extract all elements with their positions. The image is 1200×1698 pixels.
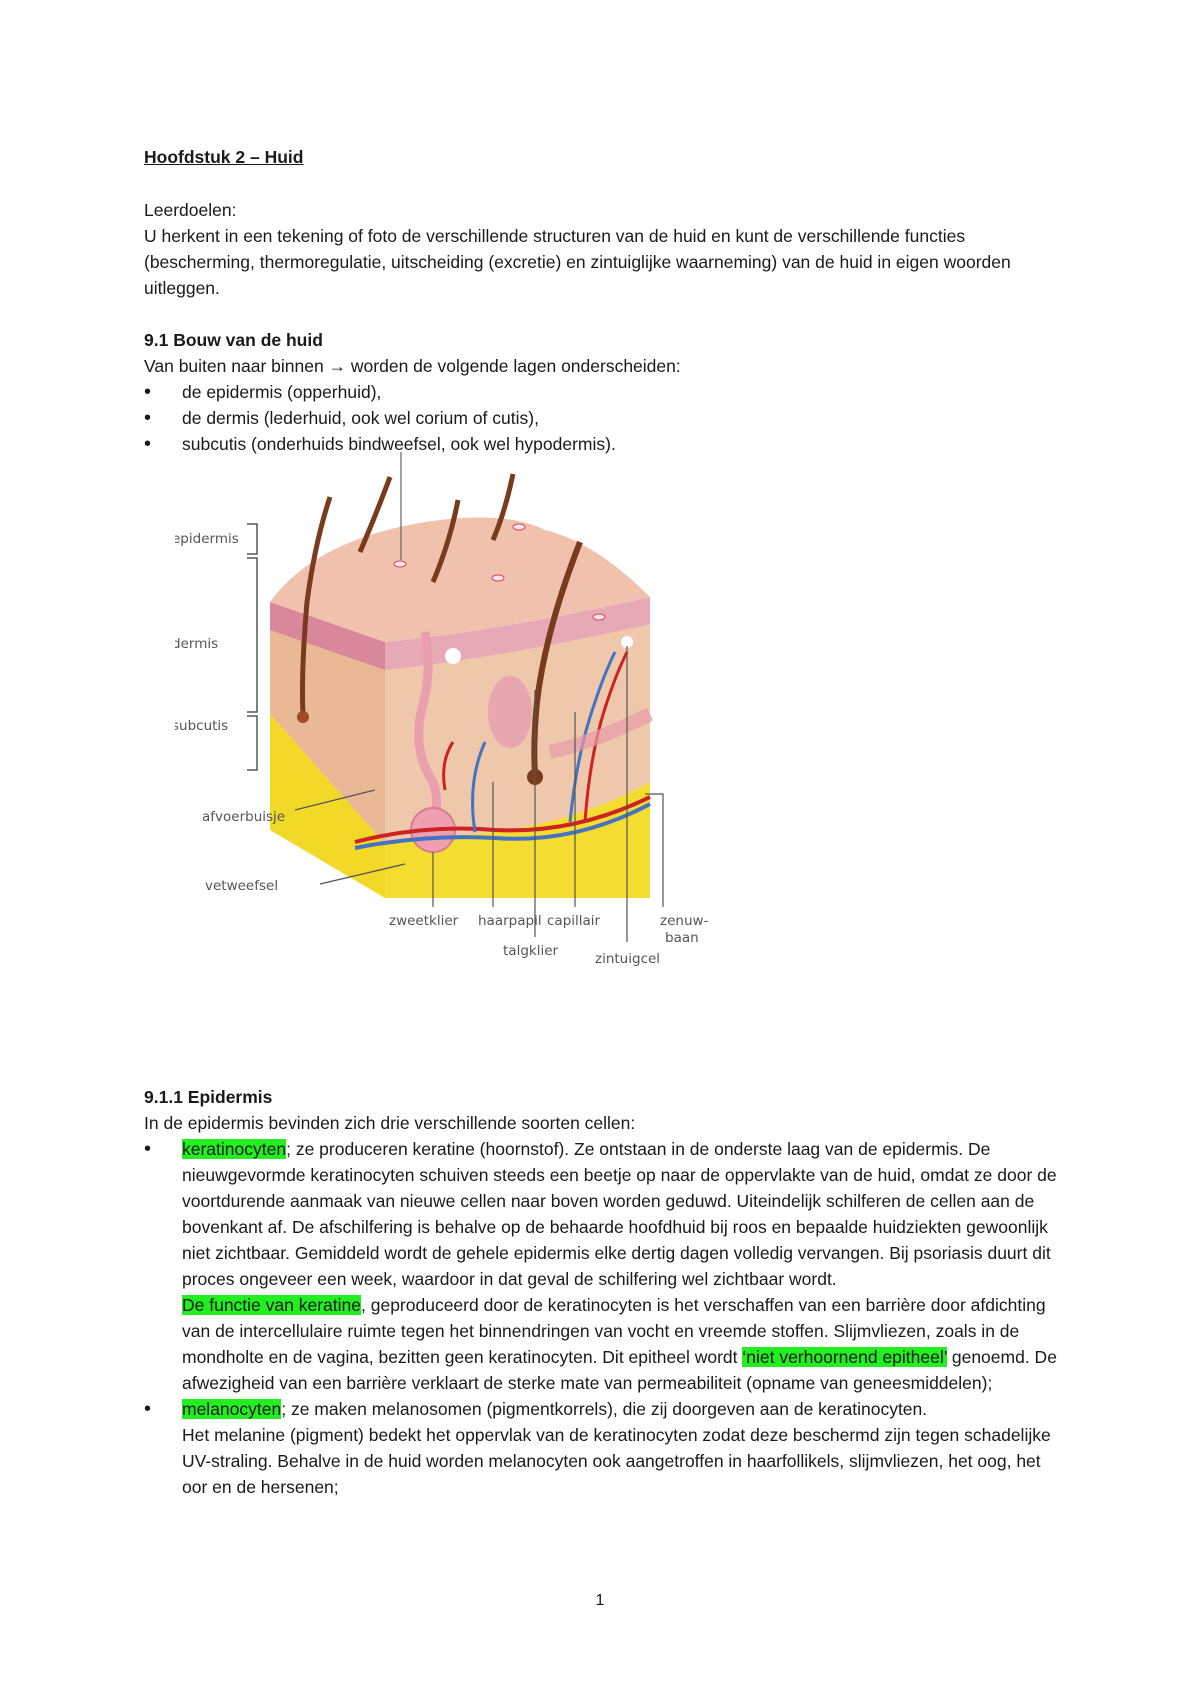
label-vetweefsel: vetweefsel: [205, 878, 279, 894]
list-item-keratinocyten: [144, 1136, 1064, 1396]
leerdoelen-text: U herkent in een tekening of foto de verschillende structuren van de huid en kunt de verschillende functies (bescherming, thermoregulatie, uitscheiding (excretie) en zintuiglijke waarneming) van de huid in eigen woorden uitleggen.: [144, 226, 1011, 298]
pore: [513, 524, 525, 530]
melanocyten-text: ; ze maken melanosomen (pigmentkorrels), die zij doorgeven aan de keratinocyten.: [281, 1399, 928, 1419]
chapter-title: Hoofdstuk 2 – Huid: [144, 147, 304, 167]
skin-diagram-svg: [175, 452, 765, 1064]
pore: [394, 561, 406, 567]
highlight-keratinocyten: keratinocyten: [182, 1139, 287, 1159]
bracket-dermis: [247, 558, 257, 712]
keratine-function-text: , geproduceerd door de keratinocyten is het verschaffen van een barrière door afdichting van de intercellulaire ruimte tegen het binnendringen van vocht en vreemde stoffen. Slijmvliezen, zoals in de mondholte en de vagina, bezitten geen keratinocyten. Dit epitheel wordt: [182, 1295, 1046, 1367]
list-item: • de epidermis (opperhuid),: [144, 379, 1064, 405]
label-afvoerbuisje: afvoerbuisje: [202, 809, 286, 825]
section-9-1-intro: Van buiten naar binnen → worden de volgende lagen onderscheiden:: [144, 356, 681, 376]
label-dermis: dermis: [175, 636, 219, 652]
highlight-functie-keratine: De functie van keratine: [182, 1295, 361, 1315]
melanocyten-text-2: Het melanine (pigment) bedekt het oppervlak van de keratinocyten zodat deze beschermd zijn tegen schadelijke UV-straling. Behalve in de huid worden melanocyten ook aangetroffen in haarfollikels, slijmvliezen, het oog, het oor en de hersenen;: [182, 1425, 1051, 1497]
pore: [492, 575, 504, 581]
section-9-1-1-intro: In de epidermis bevinden zich drie verschillende soorten cellen:: [144, 1113, 636, 1133]
bracket-subcutis: [247, 716, 257, 770]
hair-root: [297, 711, 309, 723]
highlight-niet-verhoornend: ‘niet verhoornend epitheel’: [742, 1347, 947, 1367]
epidermis-section: [144, 1084, 1064, 1500]
section-heading-9-1-1: 9.1.1 Epidermis: [144, 1087, 273, 1107]
layer-list: [144, 379, 1064, 457]
section-heading-9-1: 9.1 Bouw van de huid: [144, 330, 323, 350]
page-number: 1: [595, 1592, 605, 1609]
label-zweetklier: zweetklier: [389, 913, 459, 929]
label-zenuwbaan-2: baan: [665, 930, 699, 946]
highlight-melanocyten: melanocyten: [182, 1399, 282, 1419]
label-zintuigcel: zintuigcel: [595, 951, 661, 967]
list-item-melanocyten: [144, 1396, 1064, 1500]
sense-cell: [445, 648, 461, 664]
leerdoelen-heading: Leerdoelen:: [144, 200, 237, 220]
pore: [593, 614, 605, 620]
label-haarpapil: haarpapil: [478, 913, 542, 929]
label-zenuwbaan-1: zenuw-: [660, 913, 709, 929]
keratine-function-text-2: genoemd. De afwezigheid van een barrière verklaart de sterke mate van permeabiliteit (opname van geneesmiddelen);: [182, 1347, 1057, 1393]
keratinocyten-text: ; ze produceren keratine (hoornstof). Ze ontstaan in de onderste laag van de epidermis. De nieuwgevormde keratinocyten schuiven steeds een beetje op naar de oppervlakte van de huid, omdat ze door de voortdurende aanmaak van nieuwe cellen naar boven worden geduwd. Uiteindelijk schilferen de cellen aan de bovenkant af. De afschilfering is behalve op de behaarde hoofdhuid bij roos en bepaalde huidziekten gewoonlijk niet zichtbaar. Gemiddeld wordt de gehele epidermis elke dertig dagen volledig vervangen. Bij psoriasis duurt dit proces ongeveer een week, waardoor in dat geval de schilfering wel zichtbaar wordt.: [182, 1139, 1057, 1289]
label-subcutis: subcutis: [175, 718, 229, 734]
label-capillair: capillair: [547, 913, 601, 929]
list-item: • de dermis (lederhuid, ook wel corium of cutis),: [144, 405, 1064, 431]
label-talgklier: talgklier: [503, 943, 559, 959]
bracket-epidermis: [247, 524, 257, 554]
intro-block: [144, 197, 1064, 457]
sebaceous-gland: [488, 676, 532, 748]
label-epidermis: epidermis: [175, 531, 239, 547]
cell-type-list: [144, 1136, 1064, 1500]
skin-diagram: [175, 452, 765, 1064]
list-item: • subcutis (onderhuids bindweefsel, ook wel hypodermis).: [144, 431, 1064, 457]
